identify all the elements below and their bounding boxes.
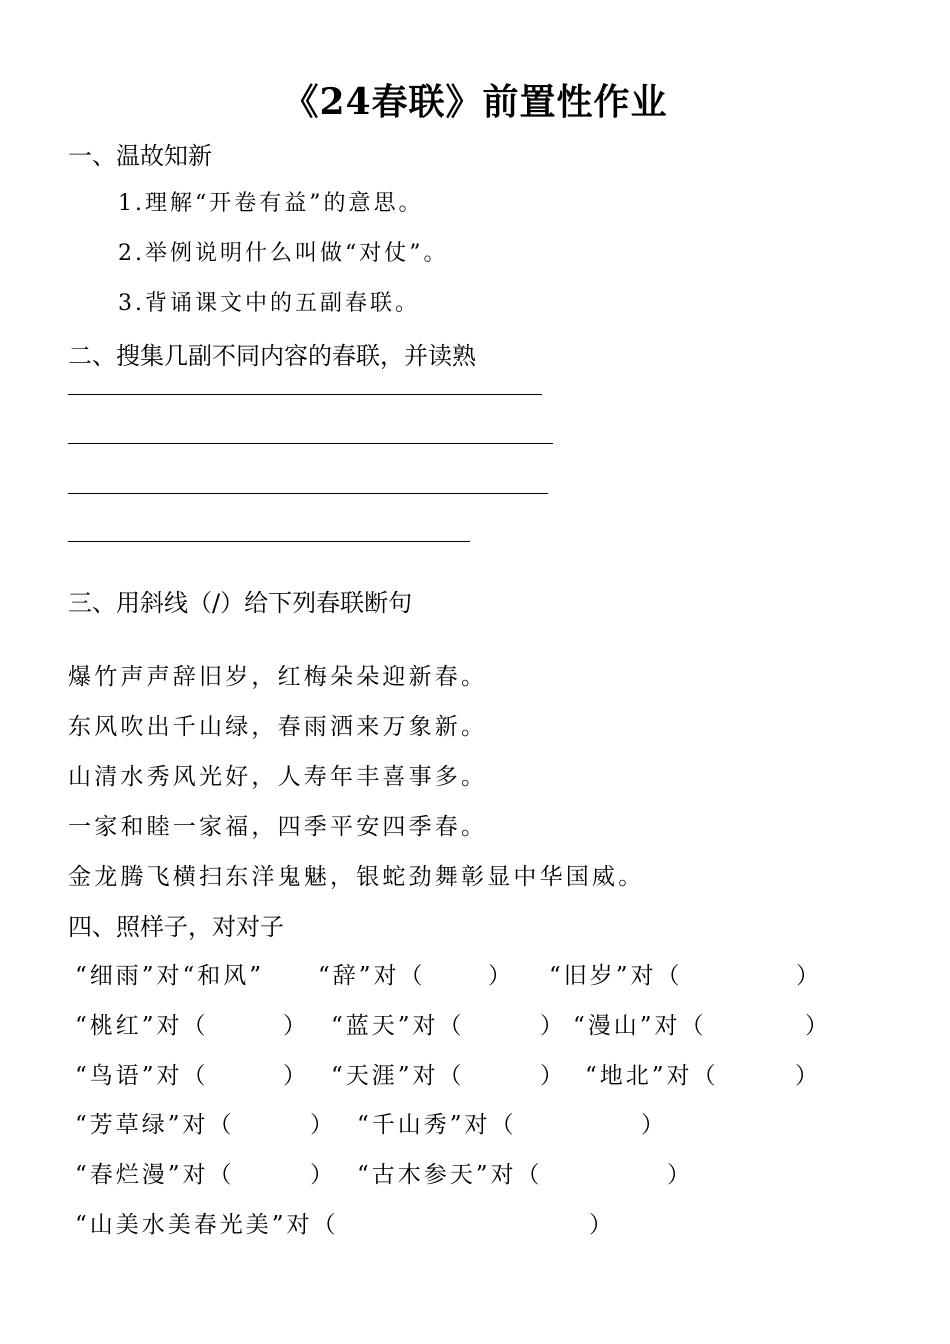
couplet-4: 一家和睦一家福，四季平安四季春。 <box>68 814 488 840</box>
pair-close-paren: ） <box>283 1013 309 1039</box>
pair-prompt: “地北”对（ <box>585 1063 719 1089</box>
pair-prompt: “山美水美春光美”对（ <box>75 1212 339 1238</box>
pair-prompt: “春烂漫”对（ <box>75 1162 235 1188</box>
pair-close-paren: ） <box>488 963 514 989</box>
couplet-1: 爆竹声声辞旧岁，红梅朵朵迎新春。 <box>68 664 488 690</box>
section-3-heading: 三、用斜线（/）给下列春联断句 <box>68 589 413 617</box>
pair-close-paren: ） <box>805 1013 831 1039</box>
pair-close-paren: ） <box>796 963 822 989</box>
pair-prompt: “鸟语”对（ <box>75 1063 209 1089</box>
couplet-5: 金龙腾飞横扫东洋鬼魅，银蛇劲舞彰显中华国威。 <box>68 864 645 890</box>
answer-line-4[interactable] <box>68 541 470 542</box>
pair-prompt: “辞”对（ <box>318 963 426 989</box>
pair-prompt: “古木参天”对（ <box>357 1162 543 1188</box>
page-title: 《24春联》前置性作业 <box>282 81 668 123</box>
pair-example: “细雨”对“和风” <box>75 963 265 989</box>
pair-close-paren: ） <box>310 1162 336 1188</box>
section-1-item-2: 2.举例说明什么叫做“对仗”。 <box>118 241 449 266</box>
pair-prompt: “旧岁”对（ <box>549 963 683 989</box>
section-1-heading: 一、温故知新 <box>68 142 212 170</box>
section-1-item-1: 1.理解“开卷有益”的意思。 <box>118 191 424 216</box>
pair-prompt: “天涯”对（ <box>331 1063 465 1089</box>
pair-close-paren: ） <box>589 1212 615 1238</box>
pair-close-paren: ） <box>540 1063 566 1089</box>
pair-prompt: “千山秀”对（ <box>357 1112 517 1138</box>
pair-prompt: “芳草绿”对（ <box>75 1112 235 1138</box>
pair-close-paren: ） <box>641 1112 667 1138</box>
section-2-heading: 二、搜集几副不同内容的春联，并读熟 <box>68 342 476 370</box>
pair-close-paren: ） <box>795 1063 821 1089</box>
couplet-2: 东风吹出千山绿，春雨洒来万象新。 <box>68 714 488 740</box>
pair-prompt: “桃红”对（ <box>75 1013 209 1039</box>
couplet-3: 山清水秀风光好，人寿年丰喜事多。 <box>68 764 488 790</box>
pair-close-paren: ） <box>283 1063 309 1089</box>
pair-prompt: “蓝天”对（ <box>331 1013 465 1039</box>
section-1-item-3: 3.背诵课文中的五副春联。 <box>118 291 420 316</box>
pair-close-paren: ） <box>540 1013 566 1039</box>
answer-line-1[interactable] <box>68 394 542 395</box>
pair-close-paren: ） <box>310 1112 336 1138</box>
answer-line-2[interactable] <box>68 443 553 444</box>
answer-line-3[interactable] <box>68 493 548 494</box>
pair-close-paren: ） <box>667 1162 693 1188</box>
section-4-heading: 四、照样子，对对子 <box>68 913 284 941</box>
pair-prompt: “漫山”对（ <box>573 1013 707 1039</box>
